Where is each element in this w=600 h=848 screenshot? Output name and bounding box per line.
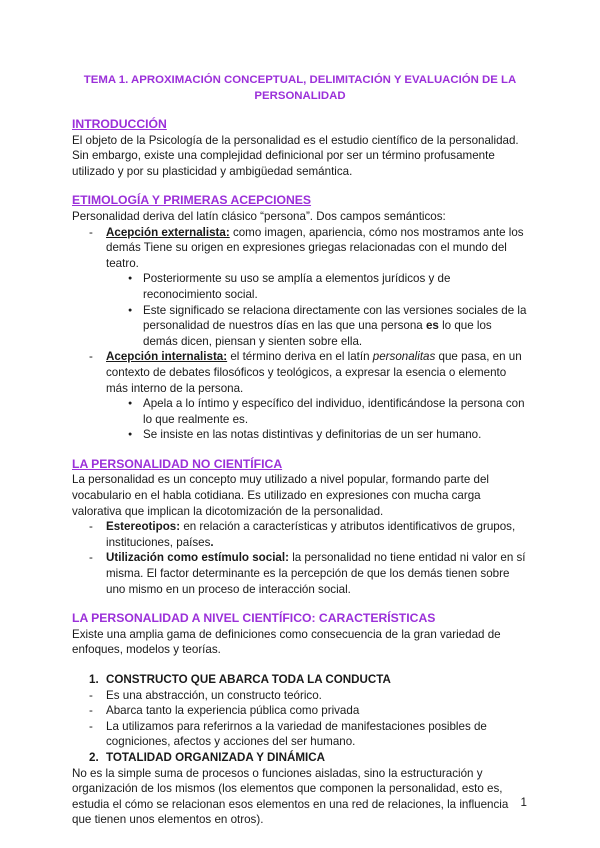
estereotipos-end: . <box>210 535 214 549</box>
heading-cientifico: LA PERSONALIDAD A NIVEL CIENTÍFICO: CARACTERÍSTICAS <box>72 611 436 626</box>
internalista-text-a: el término deriva en el latín <box>227 350 373 364</box>
estimulo-text: la personalidad no tiene entidad ni valor en sí misma. El factor determinante es la percepción de que los demás tienen sobre uno mismo en un proceso de interacción social. <box>106 551 526 596</box>
list-item-internalista <box>72 349 528 396</box>
internalista-text-b: que pasa, en un contexto de debates filosóficos y teológicos, a expresar la esencia o elemento más interno de la persona. <box>106 350 522 395</box>
heading-no-cientifica: LA PERSONALIDAD NO CIENTÍFICA <box>72 456 283 471</box>
list-item-externalista <box>72 225 528 272</box>
list-item-externalista-bullet-1: ● Posteriormente su uso se amplía a elementos jurídicos y de reconocimiento social. <box>72 271 528 302</box>
intro-paragraph: El objeto de la Psicología de la personalidad es el estudio científico de la personalidad. Sin embargo, existe una complejidad definicional por ser un término profusamente utilizado y por su plasticidad y ambigüedad semántica. <box>72 133 519 178</box>
numbered-heading-1-title: CONSTRUCTO QUE ABARCA TODA LA CONDUCTA <box>106 673 391 686</box>
acepciones-list <box>72 225 528 443</box>
no-cientifica-list <box>72 519 528 597</box>
heading-introduccion: INTRODUCCIÓN <box>72 117 167 131</box>
heading-etimologia: ETIMOLOGÍA Y PRIMERAS ACEPCIONES <box>72 193 312 208</box>
numbered-heading-2-title: TOTALIDAD ORGANIZADA Y DINÁMICA <box>106 750 325 764</box>
list-item-internalista-bullet-2: ● Se insiste en las notas distintivas y definitorias de un ser humano. <box>72 427 528 443</box>
totalidad-paragraph: No es la simple suma de procesos o funciones aisladas, sino la estructuración y organización de los mismos (los elementos que componen la personalidad, esto es, estudia el cómo se relacionan esos elementos en una red de relaciones, la influencia que tienen unos elementos en otros). <box>72 766 509 827</box>
cientifico-paragraph: Existe una amplia gama de definiciones como consecuencia de la gran variedad de enfoques, modelos y teorías. <box>72 627 501 657</box>
estereotipos-text: en relación a características y atributos identificativos de grupos, instituciones, países <box>106 520 516 549</box>
list-item-internalista-bullet-1: ● Apela a lo íntimo y específico del individuo, identificándose la persona con lo que realmente es. <box>72 396 528 427</box>
document-page <box>72 72 528 828</box>
number-1: 1. <box>89 673 99 686</box>
externalista-text: como imagen, apariencia, cómo nos mostramos ante los demás Tiene su origen en expresiones griegas relacionadas con el mundo del teatro. <box>106 225 524 270</box>
estimulo-label: Utilización como estímulo social: <box>106 551 289 565</box>
list-item: - Es una abstracción, un constructo teórico. <box>72 688 528 704</box>
list-item-externalista-bullet-2 <box>72 303 528 350</box>
bullet2-text-a: Este significado se relaciona directamente con las versiones sociales de la personalidad de nuestros días en las que una persona <box>143 303 527 333</box>
internalista-label: Acepción internalista: <box>106 350 228 364</box>
list-item: - La utilizamos para referirnos a la variedad de manifestaciones posibles de cogniciones, afectos y acciones del ser humano. <box>72 719 528 750</box>
document-title: TEMA 1. APROXIMACIÓN CONCEPTUAL, DELIMITACIÓN Y EVALUACIÓN DE LA PERSONALIDAD <box>83 74 517 102</box>
list-item-estereotipos <box>72 519 528 550</box>
bullet2-bold: es <box>425 319 439 333</box>
no-cientifica-paragraph: La personalidad es un concepto muy utilizado a nivel popular, formando parte del vocabulario en el habla cotidiana. Es utilizado en expresiones con mucha carga valorativa que implican la dicotomización de la personalidad. <box>72 473 490 518</box>
page-number: 1 <box>520 796 527 809</box>
list-item: - Abarca tanto la experiencia pública como privada <box>72 703 528 719</box>
number-2: 2. <box>89 750 99 764</box>
estereotipos-label: Estereotipos: <box>106 520 181 534</box>
constructo-list <box>72 688 528 750</box>
numbered-heading-2 <box>72 750 528 766</box>
etimologia-lead: Personalidad deriva del latín clásico “persona”. Dos campos semánticos: <box>72 209 446 223</box>
internalista-italic: personalitas <box>372 350 436 364</box>
numbered-heading-1 <box>72 672 528 688</box>
externalista-label: Acepción externalista: <box>106 225 230 239</box>
bullet2-text-c: lo que los demás dicen, piensan y sienten sobre ella. <box>143 319 492 348</box>
list-item-estimulo-social <box>72 550 528 597</box>
